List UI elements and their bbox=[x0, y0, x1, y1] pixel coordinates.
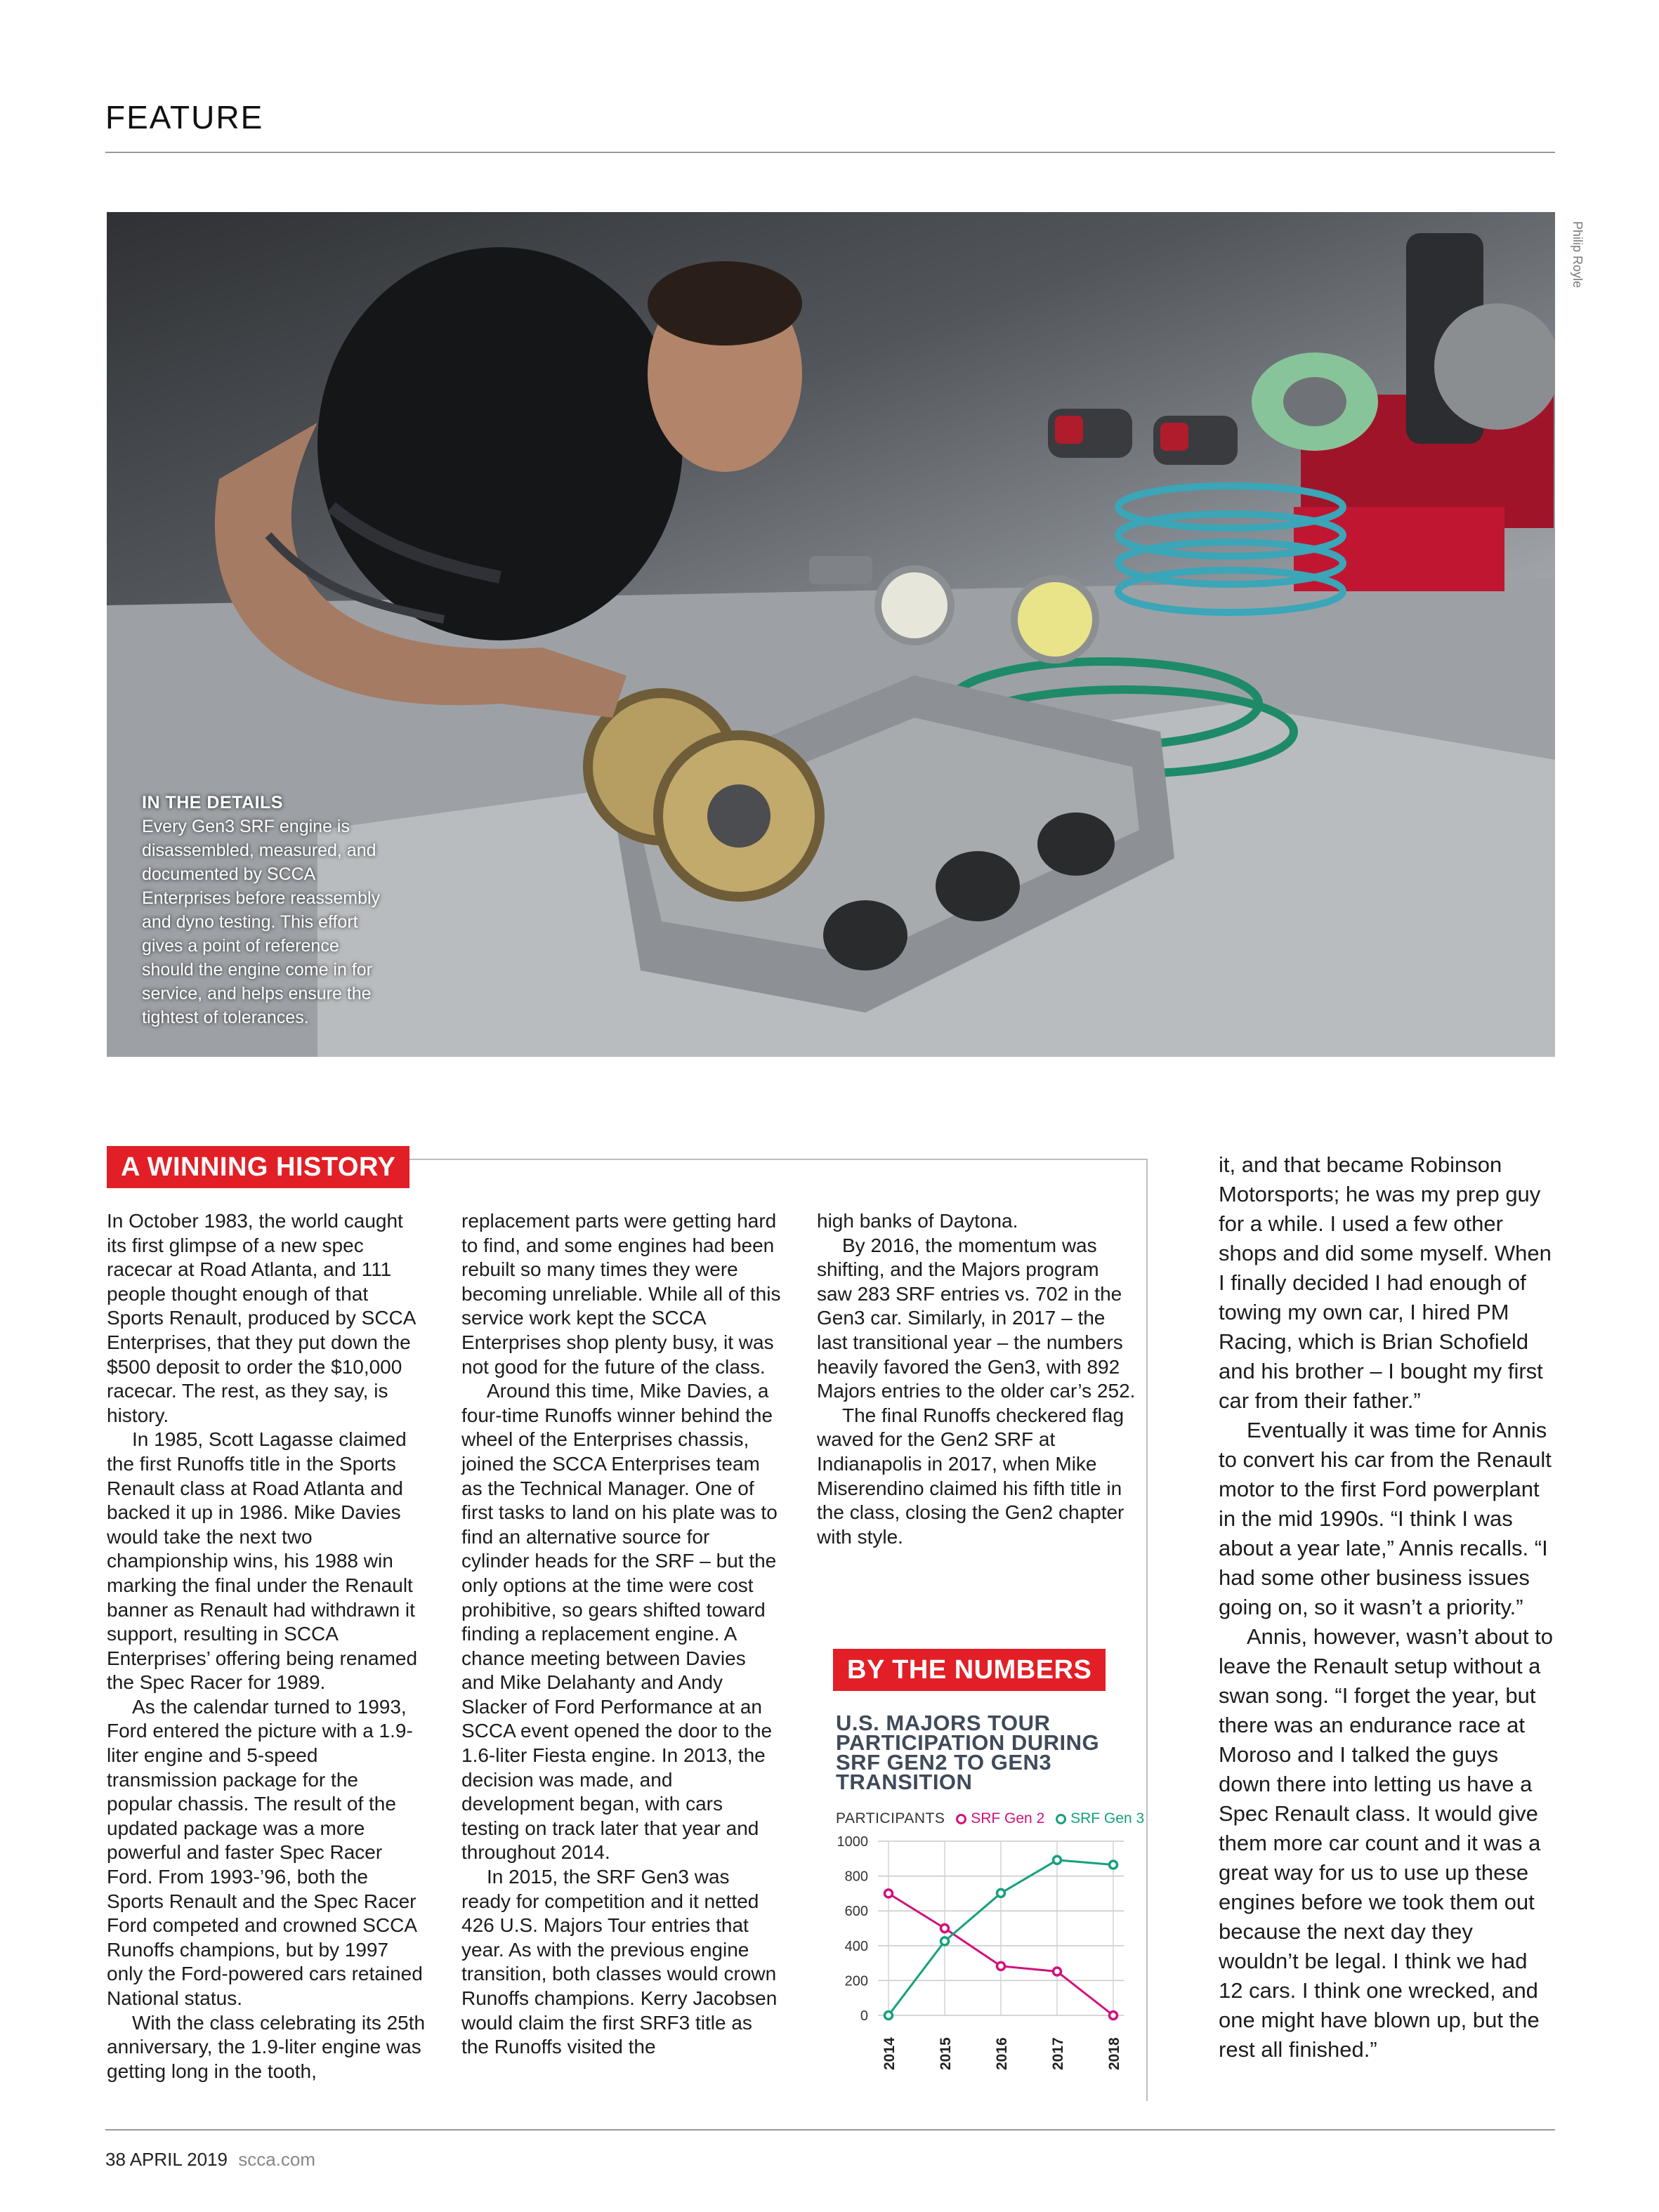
chart-title: U.S. MAJORS TOUR PARTICIPATION DURING SRF GEN2 TO GEN3 TRANSITION bbox=[836, 1711, 1100, 1794]
section-label: FEATURE bbox=[105, 99, 264, 136]
gen2-marker-icon bbox=[956, 1814, 966, 1824]
issue-date: APRIL 2019 bbox=[129, 2149, 228, 2170]
data-point-gen2 bbox=[1110, 2012, 1117, 2020]
data-point-gen3 bbox=[941, 1937, 949, 1945]
article-paragraph: it, and that became Robinson Motorsports; he was my prep guy for a while. I used a few other shops and did some myself. When I finally decided I had enough of towing my own car, I hired PM Racing, which is Brian Schofield and his brother – I bought my first car from their father.” bbox=[1219, 1152, 1552, 1413]
data-point-gen3 bbox=[997, 1889, 1005, 1897]
caption-title: IN THE DETAILS bbox=[142, 793, 283, 812]
history-column-2 bbox=[461, 1209, 781, 2060]
photo-caption bbox=[142, 791, 395, 1029]
footer-site: scca.com bbox=[238, 2149, 316, 2170]
x-tick-label: 2017 bbox=[1050, 2037, 1066, 2070]
y-tick-label: 0 bbox=[860, 2008, 868, 2024]
y-axis-label: PARTICIPANTS bbox=[836, 1810, 945, 1826]
data-point-gen3 bbox=[1054, 1856, 1061, 1864]
y-tick-label: 200 bbox=[844, 1973, 868, 1989]
y-tick-label: 400 bbox=[844, 1938, 868, 1954]
article-paragraph: Annis, however, wasn’t about to leave the Renault setup without a swan song. “I forget the year, but there was an endurance race at Moroso and I talked the guys down there into letting us have a Spec Renault class. It would give them more car count and it was a great way for us to use up these engines before we took them out because the next day they wouldn’t be legal. I think we had 12 cars. I think one wrecked, and one might have blown up, but the rest all finished.” bbox=[1219, 1624, 1553, 2062]
article-paragraph: Eventually it was time for Annis to convert his car from the Renault motor to the first Ford powerplant in the mid 1990s. “I think I was about a year late,” Annis recalls. “I had some other business issues going on, so it wasn’t a priority.” bbox=[1219, 1418, 1552, 1619]
data-point-gen3 bbox=[885, 2012, 893, 2020]
x-tick-label: 2014 bbox=[881, 2037, 898, 2070]
history-paragraph: By 2016, the momentum was shifting, and the Majors program saw 283 SRF entries vs. 702 in the Gen3 car. Similarly, in 2017 – the last transitional year – the numbers heavily favored the Gen3, with 892 Majors entries to the older car’s 252. bbox=[817, 1234, 1136, 1402]
by-the-numbers-heading: BY THE NUMBERS bbox=[833, 1649, 1106, 1691]
photo-credit: Philip Royle bbox=[1571, 220, 1585, 288]
data-point-gen3 bbox=[1110, 1861, 1117, 1869]
history-paragraph: The final Runoffs checkered flag waved for the Gen2 SRF at Indianapolis in 2017, when Mike Miserendino claimed his fifth title in the class, closing the Gen2 chapter with style. bbox=[817, 1404, 1124, 1548]
history-paragraph: In October 1983, the world caught its first glimpse of a new spec racecar at Road Atlanta, and 111 people thought enough of that Sports Renault, produced by SCCA Enterprises, that they put down the $500 deposit to order the $10,000 racecar. The rest, as they say, is history. bbox=[107, 1210, 415, 1426]
page-footer bbox=[105, 2149, 315, 2171]
legend-gen2-label: SRF Gen 2 bbox=[971, 1810, 1045, 1826]
y-tick-label: 1000 bbox=[837, 1834, 868, 1850]
article-column-right bbox=[1219, 1150, 1556, 2065]
chart-legend bbox=[836, 1810, 1144, 1827]
x-tick-label: 2016 bbox=[994, 2037, 1010, 2070]
history-paragraph: replacement parts were getting hard to find, and some engines had been rebuilt so many times they were becoming unreliable. While all of this service work kept the SCCA Enterprises shop plenty busy, it was not good for the future of the class. bbox=[461, 1210, 781, 1378]
x-tick-label: 2015 bbox=[938, 2037, 954, 2070]
history-paragraph: In 1985, Scott Lagasse claimed the first Runoffs title in the Sports Renault class at Road Atlanta and backed it up in 1986. Mike Davies would take the next two championship wins, his 1988 win marking the final under the Renault banner as Renault had withdrawn it support, resulting in SCCA Enterprises’ offering being renamed the Spec Racer for 1989. bbox=[107, 1428, 418, 1694]
history-paragraph: high banks of Daytona. bbox=[817, 1210, 1018, 1232]
history-paragraph: Around this time, Mike Davies, a four-time Runoffs winner behind the wheel of the Enterprises chassis, joined the SCCA Enterprises team as the Technical Manager. One of first tasks to land on his plate was to find an alternative source for cylinder heads for the SRF – but the only options at the time were cost prohibitive, so gears shifted toward finding a replacement engine. A chance meeting between Davies and Mike Delahanty and Andy Slacker of Ford Performance at an SCCA event opened the door to the 1.6-liter Fiesta engine. In 2013, the decision was made, and development began, with cars testing on track later that year and throughout 2014. bbox=[461, 1380, 778, 1864]
data-point-gen2 bbox=[1054, 1968, 1061, 1975]
legend-gen3-label: SRF Gen 3 bbox=[1070, 1810, 1145, 1826]
page-number: 38 bbox=[105, 2149, 126, 2170]
x-tick-label: 2018 bbox=[1106, 2037, 1122, 2070]
data-point-gen2 bbox=[941, 1925, 949, 1933]
y-tick-label: 600 bbox=[844, 1904, 868, 1920]
gen3-marker-icon bbox=[1056, 1814, 1066, 1824]
legend-item-gen3 bbox=[1056, 1810, 1144, 1826]
history-column-1 bbox=[107, 1209, 426, 2083]
history-heading: A WINNING HISTORY bbox=[107, 1146, 409, 1188]
header-divider bbox=[105, 152, 1555, 153]
history-paragraph: In 2015, the SRF Gen3 was ready for competition and it netted 426 U.S. Majors Tour entries that year. As with the previous engine transition, both classes would crown Runoffs champions. Kerry Jacobsen would claim the first SRF3 title as the Runoffs visited the bbox=[461, 1866, 778, 2058]
caption-text: Every Gen3 SRF engine is disassembled, measured, and documented by SCCA Enterprises before reassembly and dyno testing. This effort gives a point of reference should the engine come in for service, and helps ensure the tightest of tolerances. bbox=[142, 817, 381, 1027]
participation-line-chart bbox=[829, 1826, 1138, 2100]
y-tick-label: 800 bbox=[844, 1869, 868, 1885]
history-paragraph: As the calendar turned to 1993, Ford entered the picture with a 1.9-liter engine and 5-speed transmission package for the popular chassis. The result of the updated package was a more powerful and faster Spec Racer Ford. From 1993-’96, both the Sports Renault and the Spec Racer Ford competed and crowned SCCA Runoffs champions, but by 1997 only the Ford-powered cars retained National status. bbox=[107, 1695, 423, 2009]
legend-item-gen2 bbox=[956, 1810, 1044, 1826]
data-point-gen2 bbox=[885, 1890, 893, 1897]
history-paragraph: With the class celebrating its 25th anniversary, the 1.9-liter engine was getting long in the tooth, bbox=[107, 2011, 426, 2082]
data-point-gen2 bbox=[997, 1962, 1005, 1970]
footer-divider bbox=[105, 2129, 1555, 2131]
history-column-3 bbox=[817, 1209, 1136, 1549]
